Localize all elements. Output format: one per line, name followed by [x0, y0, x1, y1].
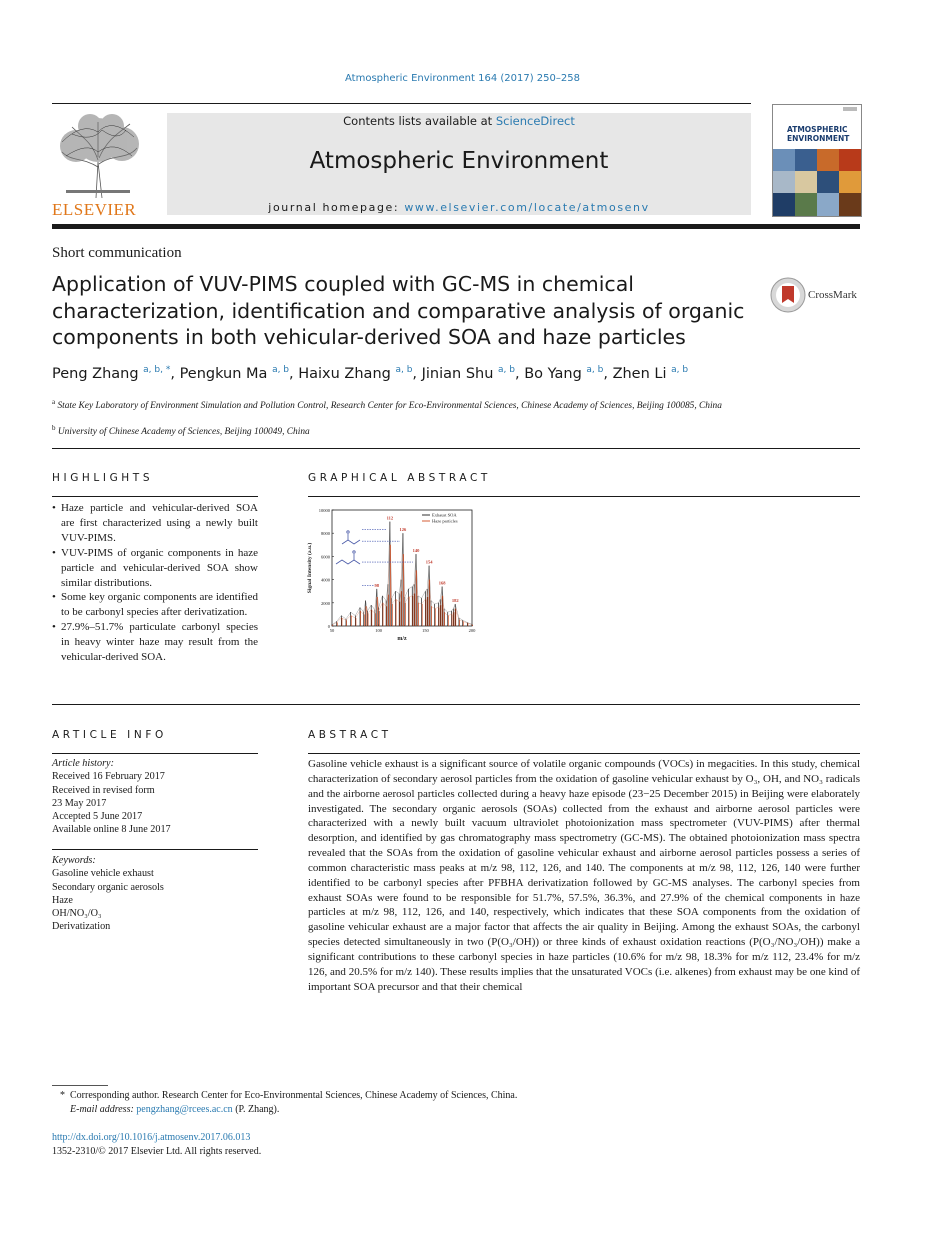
author[interactable] [613, 366, 689, 382]
x-tick-label: 100 [375, 628, 383, 633]
corresponding-footnote [60, 1089, 517, 1103]
email-link[interactable]: pengzhang@rcees.ac.cn [136, 1104, 233, 1115]
graphical-abstract-figure[interactable] [302, 504, 482, 646]
header-bottom-rule [52, 224, 860, 229]
y-tick-label: 10000 [318, 508, 330, 513]
article-info-heading: ARTICLE INFO [52, 729, 167, 741]
affiliation-b [52, 422, 752, 439]
contents-line [167, 114, 751, 128]
author-name: Bo Yang [524, 365, 582, 382]
article-type: Short communication [52, 245, 182, 261]
structure-bond [342, 540, 360, 544]
cover-title-line-2: ENVIRONMENT [787, 134, 850, 143]
x-axis-label: m/z [397, 636, 407, 642]
highlight-item: • VUV-PIMS of organic components in haze particle and vehicular-derived SOA show similar distributions. [52, 546, 258, 591]
author[interactable] [180, 366, 289, 382]
author[interactable] [52, 366, 170, 382]
keyword: Secondary organic aerosols [52, 881, 164, 893]
contents-prefix: Contents lists available at [343, 114, 496, 128]
y-tick-label: 0 [327, 624, 330, 629]
peak-label: 112 [386, 515, 394, 521]
email-footnote [70, 1103, 279, 1117]
email-suffix: (P. Zhang). [232, 1104, 280, 1115]
footnote-rule [52, 1085, 108, 1086]
journal-citation[interactable]: Atmospheric Environment 164 (2017) 250–258 [345, 73, 580, 84]
crossmark-icon [770, 277, 806, 313]
author-name: Jinian Shu [421, 365, 494, 382]
sciencedirect-link[interactable]: ScienceDirect [495, 114, 575, 128]
author-name: Zhen Li [612, 365, 667, 382]
graphical-abstract-heading: GRAPHICAL ABSTRACT [308, 472, 491, 484]
author-affil[interactable]: a, b, * [143, 365, 171, 375]
article-title: Application of VUV-PIMS coupled with GC-MS in chemical characterization, identification and comparative analysis of organic components in both vehicular-derived SOA and haze particles [52, 272, 745, 349]
keyword: Haze [52, 894, 73, 906]
keyword: Derivatization [52, 921, 111, 933]
mass-spectrum-chart [302, 504, 482, 642]
graphical-abstract-rule [308, 496, 860, 497]
author-affil[interactable]: a, b [272, 365, 290, 375]
y-tick-label: 2000 [321, 600, 330, 606]
highlight-item: • 27.9%–51.7% particulate carbonyl species in heavy winter haze may result from the vehicular-derived SOA. [52, 620, 258, 665]
crossmark-label[interactable]: CrossMark [808, 289, 857, 301]
author-affil[interactable]: a, b [586, 365, 604, 375]
author-name: Pengkun Ma [179, 365, 268, 382]
affiliation-label: b [52, 424, 56, 432]
y-tick-label: 6000 [321, 554, 330, 560]
author-name: Peng Zhang [52, 365, 139, 382]
copyright: 1352-2310/© 2017 Elsevier Ltd. All rights reserved. [52, 1146, 262, 1157]
homepage-line [167, 201, 751, 214]
affiliation-text: State Key Laboratory of Environment Simulation and Pollution Control, Research Center for Eco-Environmental Sciences, Chinese Academy of Sciences, Beijing 100085, China [57, 401, 722, 412]
highlights-heading: HIGHLIGHTS [52, 472, 154, 484]
highlights-list [52, 501, 258, 665]
history-label: Article history: [52, 758, 114, 769]
y-tick-label: 4000 [321, 577, 330, 583]
doi-link[interactable] [52, 1131, 250, 1145]
mid-divider [52, 704, 860, 705]
homepage-prefix: journal homepage: [268, 201, 405, 214]
author-affil[interactable]: a, b [395, 365, 413, 375]
history-entry: Accepted 5 June 2017 [52, 811, 143, 823]
author-list: Peng Zhang $^{a, b, *}$, Pengkun Ma $^{a, b}$, Haixu Zhang $^{a, b}$, Jinian Shu $^{a, b}$, Bo Yang $^{a, b}$, Zhen Li $^{a, b}$ [52, 365, 689, 382]
abstract-rule [308, 753, 860, 754]
affiliation-text: University of Chinese Academy of Sciences, Beijing 100049, China [57, 427, 310, 438]
highlight-item: • Haze particle and vehicular-derived SOA are first characterized using a newly built VUV-PIMS. [52, 501, 258, 546]
keyword: Gasoline vehicle exhaust [52, 868, 154, 880]
legend-label: Haze particles [432, 518, 458, 524]
history-entry: Available online 8 June 2017 [52, 824, 171, 836]
author-name: Haixu Zhang [298, 365, 391, 382]
y-tick-label: 8000 [321, 531, 330, 537]
x-tick-label: 150 [421, 628, 429, 633]
author[interactable] [422, 366, 515, 382]
x-tick-label: 200 [468, 628, 476, 633]
journal-name: Atmospheric Environment [309, 148, 609, 174]
y-axis-label: Signal Intensity (a.u.) [307, 542, 313, 594]
homepage-link[interactable]: www.elsevier.com/locate/atmosenv [404, 201, 650, 214]
structure-atom [347, 531, 349, 533]
structure-bond [336, 560, 360, 564]
doi-text[interactable]: http://dx.doi.org/10.1016/j.atmosenv.2017.06.013 [52, 1132, 251, 1143]
structure-sketch [336, 531, 360, 564]
email-label: E-mail address: [70, 1104, 137, 1115]
elsevier-wordmark: ELSEVIER [52, 200, 137, 219]
highlights-rule [52, 496, 258, 497]
legend-label: Exhaust SOA [432, 512, 457, 518]
peak-label: 126 [399, 527, 407, 533]
abstract-text: Gasoline vehicle exhaust is a significant source of volatile organic compounds (VOCs) in megacities. In this study, chemical characterization of secondary aerosol particles from the oxidation of gasoline vehicular exhaust by O₃, OH, and NO₃ radicals and the airborne aerosol particles collected during a heavy haze episode (23−25 December 2015) in Beijing were elaborately investigated. The secondary organic aerosols (SOAs) collected from the exhaust and airborne aerosol particles were characterized with a newly built vacuum ultraviolet photoionization mass spectrometer (VUV-PIMS) after thermal desorption, and identified by gas chromatography mass spectrometry (GC-MS). The obtained photoionization mass spectra revealed that the SOAs from the oxidation of gasoline vehicular exhaust and airborne aerosol particles possess a series of common characteristic mass peaks at m/z 98, 112, 126, and 140. The components at m/z 98, 112, 126, 140 were further identified to be carbonyl species after PFBHA derivatization followed by GC-MS analyses. The carbonyl species from exhaust SOAs were found to be responsible for 51.7%, 57.5%, 36.3%, and 27.9% of the chemical components in haze particles at m/z 98, 112, 126, and 140, respectively, which indicates that these SOA components from the oxidation of gasoline vehicular exhaust are a major factor that affects the air quality in Beijing. Among the exhaust SOAs, the carbonyl species detected simultaneously in two (P(O₃/OH)) or three kinds of exhaust oxidation reactions (P(O₃/NO₃/OH)) make a significant contributions to these carbonyl species in haze particles (10.6% for m/z 98, 18.3% for m/z 112, 23.4% for m/z 126, and 20.5% for m/z 140). These results implies that the unsaturated VOCs (i.e. alkenes) from exhaust may be one kind of important SOA precursor and that their chemical [308, 758, 860, 993]
header-top-rule [52, 103, 751, 104]
x-tick-label: 50 [329, 628, 335, 633]
author[interactable] [524, 366, 603, 382]
journal-cover[interactable] [772, 104, 862, 217]
author-affil[interactable]: a, b [498, 365, 515, 375]
corresponding-text: Corresponding author. Research Center for Eco-Environmental Sciences, Chinese Academy of Sciences, China. [70, 1090, 518, 1101]
keywords-rule [52, 849, 258, 850]
affiliation-a [52, 396, 752, 413]
keyword: OH/NO₃/O₃ [52, 908, 102, 920]
peak-label: 182 [451, 597, 459, 603]
cover-title-line-1: ATMOSPHERIC [787, 125, 848, 134]
affiliation-label: a [52, 398, 56, 406]
affiliation-divider [52, 448, 860, 449]
history-entry: 23 May 2017 [52, 797, 107, 809]
author-affil[interactable]: a, b [671, 365, 689, 375]
history-entry: Received in revised form [52, 784, 155, 796]
author[interactable] [298, 366, 412, 382]
structure-atom [353, 551, 355, 553]
abstract-heading: ABSTRACT [308, 729, 392, 741]
peak-label: 168 [438, 580, 446, 586]
cover-title [787, 125, 849, 143]
crossmark-badge[interactable] [770, 277, 806, 317]
article-history [52, 757, 258, 837]
highlight-item: • Some key organic components are identified to be carbonyl species after derivatization. [52, 590, 258, 620]
peak-label: 140 [412, 548, 420, 554]
history-entry: Received 16 February 2017 [52, 771, 165, 783]
cover-image-mosaic [773, 149, 861, 216]
peak-label: 98 [374, 582, 380, 588]
article-info-rule [52, 753, 258, 754]
peak-label: 154 [425, 559, 433, 565]
keywords-label: Keywords: [52, 855, 96, 866]
keywords [52, 854, 258, 934]
elsevier-tree-logo [52, 112, 144, 200]
cover-tag [843, 107, 857, 111]
footnote-star: * [60, 1090, 65, 1101]
